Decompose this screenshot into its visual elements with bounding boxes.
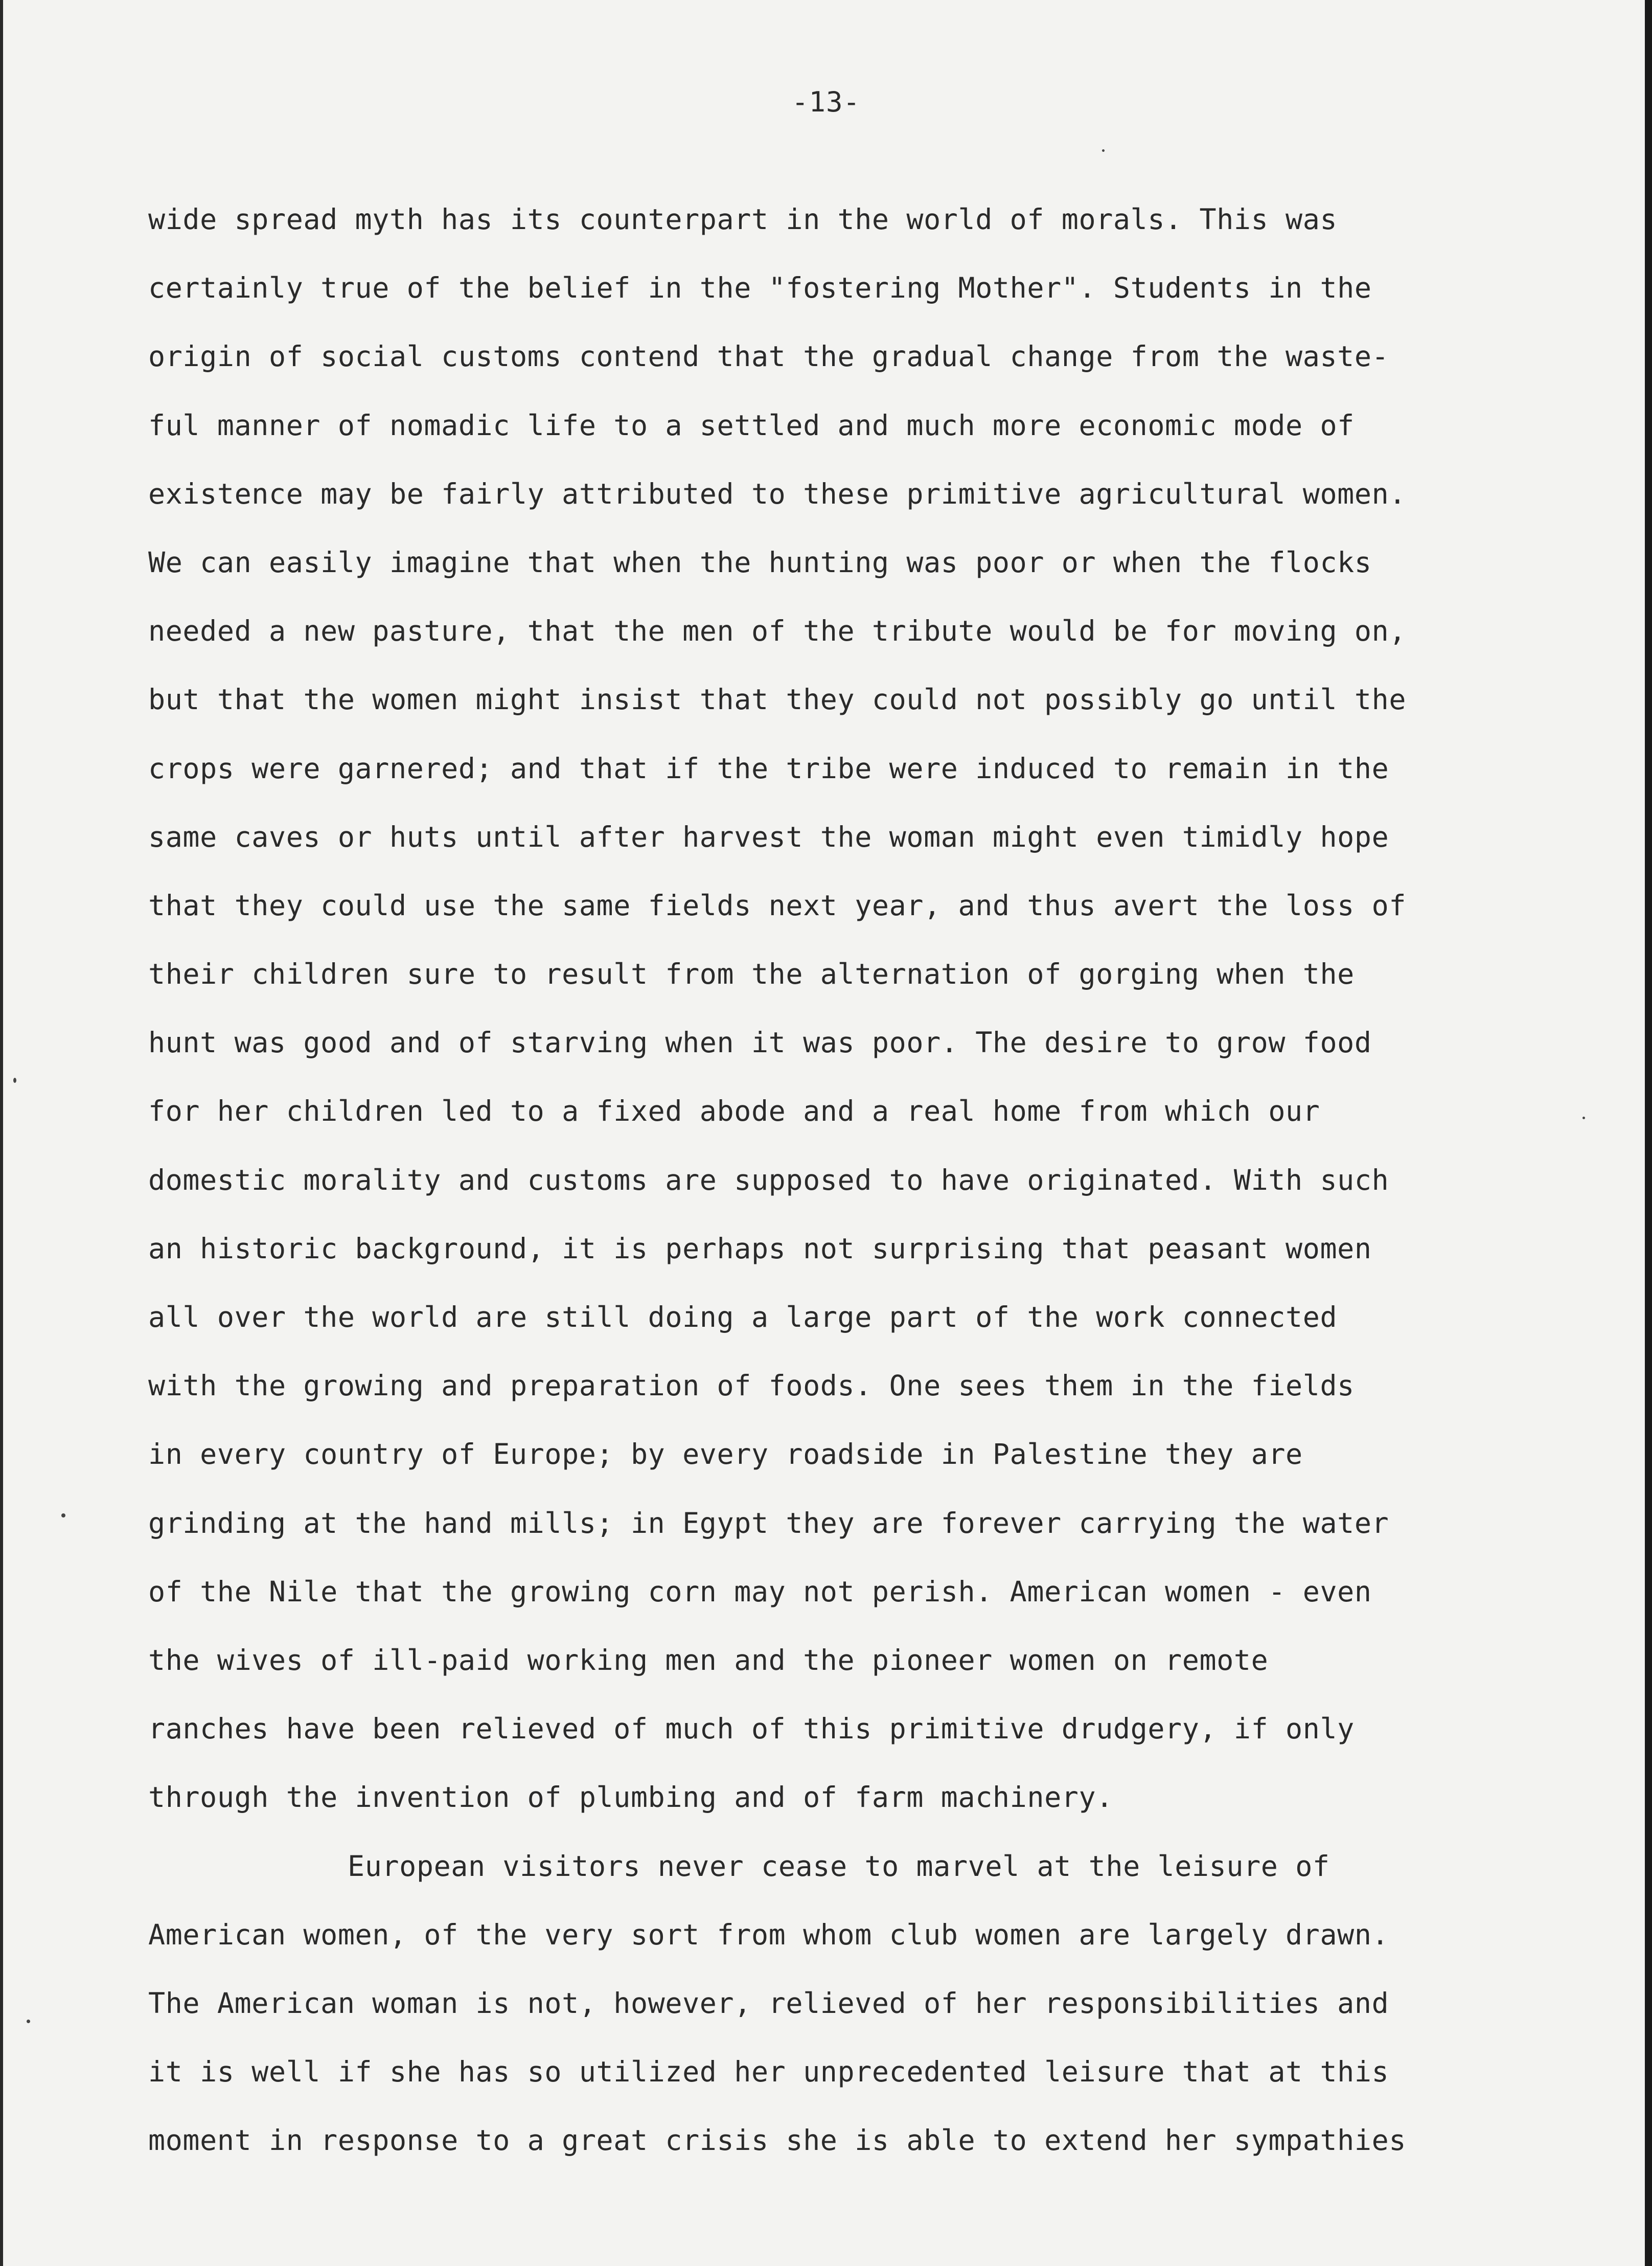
text-line: same caves or huts until after harvest the woman might even timidly hope bbox=[148, 820, 1389, 853]
text-line: We can easily imagine that when the hunting was poor or when the flocks bbox=[148, 546, 1372, 579]
body-text bbox=[148, 185, 1620, 2174]
text-line: wide spread myth has its counterpart in the world of morals. This was bbox=[148, 203, 1338, 236]
text-line: their children sure to result from the alternation of gorging when the bbox=[148, 958, 1355, 991]
text-line: existence may be fairly attributed to these primitive agricultural women. bbox=[148, 477, 1407, 510]
scan-speck bbox=[1102, 149, 1105, 152]
text-line: of the Nile that the growing corn may not perish. American women - even bbox=[148, 1575, 1372, 1608]
text-line: European visitors never cease to marvel at the leisure of bbox=[348, 1849, 1330, 1883]
text-line: ranches have been relieved of much of this primitive drudgery, if only bbox=[148, 1712, 1355, 1746]
text-line: in every country of Europe; by every roadside in Palestine they are bbox=[148, 1438, 1303, 1471]
text-line: crops were garnered; and that if the tribe were induced to remain in the bbox=[148, 752, 1389, 785]
scan-speck bbox=[13, 1078, 16, 1083]
scan-speck bbox=[61, 1513, 65, 1517]
text-line: with the growing and preparation of foods. One sees them in the fields bbox=[148, 1369, 1355, 1402]
text-line: origin of social customs contend that the gradual change from the waste- bbox=[148, 340, 1389, 373]
text-line: all over the world are still doing a large part of the work connected bbox=[148, 1301, 1338, 1333]
scan-speck bbox=[27, 2020, 30, 2023]
text-line: moment in response to a great crisis she is able to extend her sympathies bbox=[148, 2124, 1407, 2157]
text-line: certainly true of the belief in the "fostering Mother". Students in the bbox=[148, 271, 1372, 305]
scan-right-edge bbox=[1645, 0, 1652, 2266]
scan-speck bbox=[1582, 1117, 1585, 1119]
text-line: it is well if she has so utilized her unprecedented leisure that at this bbox=[148, 2055, 1389, 2089]
text-line: grinding at the hand mills; in Egypt they are forever carrying the water bbox=[148, 1506, 1389, 1539]
scan-left-edge bbox=[0, 0, 3, 2266]
text-line: through the invention of plumbing and of farm machinery. bbox=[148, 1781, 1113, 1814]
text-line: that they could use the same fields next year, and thus avert the loss of bbox=[148, 889, 1407, 922]
text-line: hunt was good and of starving when it was poor. The desire to grow food bbox=[148, 1026, 1372, 1059]
text-line: The American woman is not, however, relieved of her responsibilities and bbox=[148, 1986, 1389, 2020]
text-line: the wives of ill-paid working men and the pioneer women on remote bbox=[148, 1643, 1269, 1676]
text-line: needed a new pasture, that the men of the tribute would be for moving on, bbox=[148, 615, 1407, 648]
text-line: for her children led to a fixed abode and a real home from which our bbox=[148, 1095, 1320, 1128]
text-line: American women, of the very sort from whom club women are largely drawn. bbox=[148, 1918, 1389, 1951]
text-line: domestic morality and customs are supposed to have originated. With such bbox=[148, 1163, 1389, 1196]
text-line: ful manner of nomadic life to a settled and much more economic mode of bbox=[148, 409, 1355, 442]
text-line: an historic background, it is perhaps not surprising that peasant women bbox=[148, 1232, 1372, 1265]
page-number: -13- bbox=[791, 86, 861, 118]
text-line: but that the women might insist that they could not possibly go until the bbox=[148, 683, 1407, 716]
